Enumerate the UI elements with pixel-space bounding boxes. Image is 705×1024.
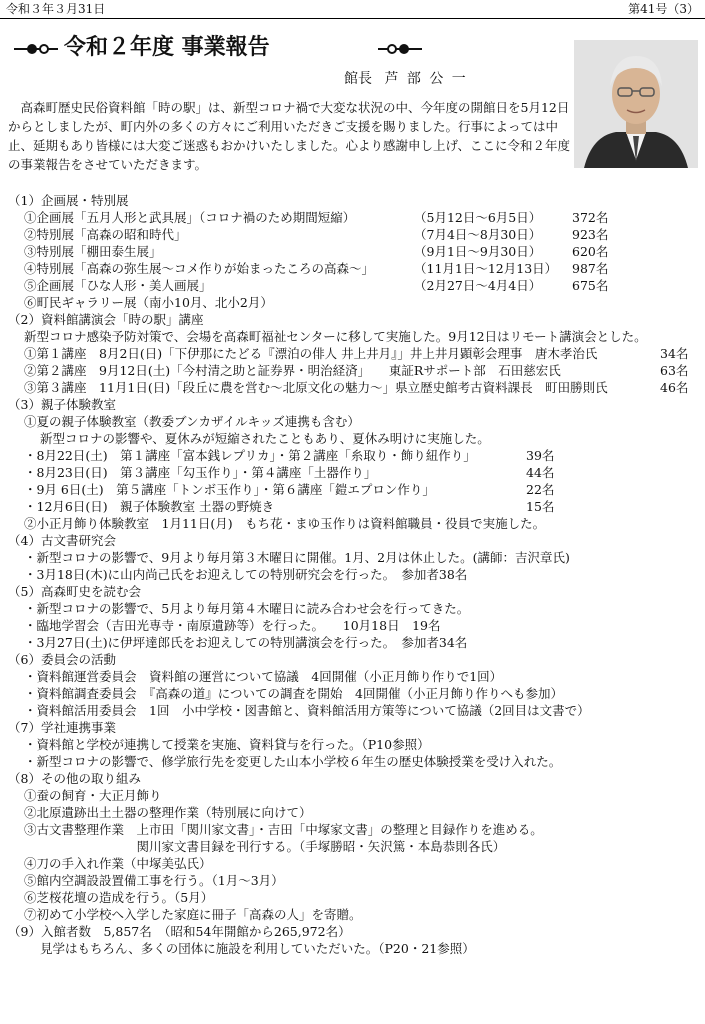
list-item: 関川家文書目録を刊行する。（手塚勝昭・矢沢篤・本島恭則各氏） (24, 839, 506, 854)
exhibit-count: 372名 (572, 210, 609, 225)
workshop-line: ・8月23日(日) 第３講座「勾玉作り」・第４講座「土器作り」 (24, 465, 377, 480)
list-item: ・新型コロナの影響で、修学旅行先を変更した山本小学校６年生の歴史体験授業を受け入れた。 (24, 754, 562, 769)
lecture-count: 34名 (660, 346, 689, 361)
section-note: 見学はもちろん、多くの団体に施設を利用していただいた。（P20・21参照） (40, 941, 475, 956)
issue-date: 令和３年３月31日 (6, 2, 106, 16)
workshop-count: 22名 (526, 482, 555, 497)
page-header (0, 0, 705, 19)
portrait-photo (574, 40, 698, 168)
section-heading: （4）古文書研究会 (8, 533, 116, 548)
list-item: ②北原遺跡出土土器の整理作業（特別展に向けて） (24, 805, 312, 820)
section-heading: （7）学社連携事業 (8, 720, 116, 735)
list-item: ⑥芝桜花壇の造成を行う。（5月） (24, 890, 214, 905)
author-line (344, 70, 468, 88)
list-item: ⑦初めて小学校へ入学した家庭に冊子「高森の人」を寄贈。 (24, 907, 362, 922)
workshop-line: ・9月 6日(土) 第５講座「トンボ玉作り」・第６講座「鎧エプロン作り」 (24, 482, 435, 497)
section-heading: （3）親子体験教室 (8, 397, 116, 412)
list-item: ③古文書整理作業 上市田「関川家文書」・吉田「中塚家文書」の整理と目録作りを進める。 (24, 822, 543, 837)
list-item: ⑤館内空調設設置備工事を行う。（1月～3月） (24, 873, 284, 888)
list-item: ・臨地学習会（吉田光専寺・南原遺跡等）を行った。 10月18日 19名 (24, 618, 441, 633)
list-item: ・資料館と学校が連携して授業を実施、資料貸与を行った。（P10参照） (24, 737, 430, 752)
workshop-count: 39名 (526, 448, 555, 463)
exhibit-count: 923名 (572, 227, 609, 242)
list-item: ・3月27日(土)に伊坪達郎氏をお迎えしての特別講演会を行った。 参加者34名 (24, 635, 468, 650)
list-item: ・3月18日(木)に山内尚己氏をお迎えしての特別研究会を行った。 参加者38名 (24, 567, 468, 582)
workshop-count: 15名 (526, 499, 555, 514)
section-heading: （5）高森町史を読む会 (8, 584, 141, 599)
workshop-line: ・12月6日(日) 親子体験教室 土器の野焼き (24, 499, 275, 514)
lecture-line: ②第２講座 9月12日(土)「今村清之助と証券界・明治経済」 東証Rサポート部 石田慈宏氏 (24, 363, 561, 378)
list-item: ・資料館活用委員会 1回 小中学校・図書館と、資料館活用方策等について協議（2回目は文書で） (24, 703, 590, 718)
section-heading: （2）資料館講演会「時の駅」講座 (8, 312, 204, 327)
exhibit-count: 987名 (572, 261, 609, 276)
list-item: ・新型コロナの影響で、5月より毎月第４木曜日に読み合わせ会を行ってきた。 (24, 601, 470, 616)
lecture-line: ①第１講座 8月2日(日)「下伊那にたどる『漂泊の俳人 井上井月』」井上井月顕彰会理事 唐木孝治氏 (24, 346, 598, 361)
section-heading: （1）企画展・特別展 (8, 193, 129, 208)
decoration-right-icon (378, 43, 422, 55)
gallery-line: ⑥町民ギャラリー展（南小10月、北小2月） (24, 295, 273, 310)
report-title (8, 34, 428, 62)
workshop-count: 44名 (526, 465, 555, 480)
list-item: ・資料館運営委員会 資料館の運営について協議 4回開催（小正月飾り作りで1回） (24, 669, 503, 684)
section-note: 新型コロナ感染予防対策で、会場を高森町福祉センターに移して実施した。9月12日はリモート講演会とした。 (24, 329, 647, 344)
author-role: 館長 (344, 71, 372, 87)
list-item: ・新型コロナの影響で、9月より毎月第３木曜日に開催。1月、2月は休止した。(講師：吉沢章氏) (24, 550, 570, 565)
exhibit-period: （9月1日～9月30日） (414, 244, 542, 259)
page-title: 令和２年度 事業報告 (64, 35, 270, 60)
section-note: 新型コロナの影響や、夏休みが短縮されたこともあり、夏休み明けに実施した。 (40, 431, 490, 446)
exhibit-count: 675名 (572, 278, 609, 293)
list-item: ④刀の手入れ作業（中塚美弘氏） (24, 856, 212, 871)
author-name: 芦 部 公 一 (384, 71, 468, 87)
exhibit-name: ③特別展「棚田泰生展」 (24, 244, 162, 259)
exhibit-period: （2月27日～4月4日） (414, 278, 542, 293)
sub-heading: ②小正月飾り体験教室 1月11日(月) もち花・まゆ玉作りは資料館職員・役員で実施した。 (24, 516, 546, 531)
sub-heading: ①夏の親子体験教室（教委ブンカザイルキッズ連携も含む） (24, 414, 360, 429)
issue-number: 第41号（3） (628, 2, 699, 16)
section-heading: （8）その他の取り組み (8, 771, 141, 786)
exhibit-count: 620名 (572, 244, 609, 259)
exhibit-name: ②特別展「高森の昭和時代」 (24, 227, 187, 242)
lecture-count: 46名 (660, 380, 689, 395)
lecture-line: ③第３講座 11月1日(日)「段丘に農を営む～北原文化の魅力～」県立歴史館考古資料課長 町田勝則氏 (24, 380, 608, 395)
workshop-line: ・8月22日(土) 第１講座「富本銭レプリカ」・第２講座「糸取り・飾り紐作り」 (24, 448, 476, 463)
section-heading: （9）入館者数 5,857名 （昭和54年開館から265,972名） (8, 924, 351, 939)
intro-paragraph: 高森町歴史民俗資料館「時の駅」は、新型コロナ禍で大変な状況の中、今年度の開館日を5月12日からとしましたが、町内外の多くの方々にご利用いただきご支援を賜りました。行事によっては中止、延期もあり皆様には大変ご迷惑もおかけいたしました。心より感謝申し上げ、ここに令和２年度の事業報告をさせていただきます。 (8, 100, 571, 172)
exhibit-period: （5月12日～6月5日） (414, 210, 542, 225)
lecture-count: 63名 (660, 363, 689, 378)
section-heading: （6）委員会の活動 (8, 652, 116, 667)
list-item: ①蚕の飼育・大正月飾り (24, 788, 162, 803)
exhibit-period: （11月1日～12月13日） (414, 261, 558, 276)
exhibit-name: ①企画展「五月人形と武具展」（コロナ禍のため期間短縮） (24, 210, 356, 225)
list-item: ・資料館調査委員会 『高森の道』についての調査を開始 4回開催（小正月飾り作りへも参加） (24, 686, 563, 701)
exhibit-period: （7月4日～8月30日） (414, 227, 542, 242)
exhibit-name: ④特別展「高森の弥生展～コメ作りが始まったころの高森～」 (24, 261, 375, 276)
decoration-left-icon (14, 43, 58, 55)
exhibit-name: ⑤企画展「ひな人形・美人画展」 (24, 278, 212, 293)
